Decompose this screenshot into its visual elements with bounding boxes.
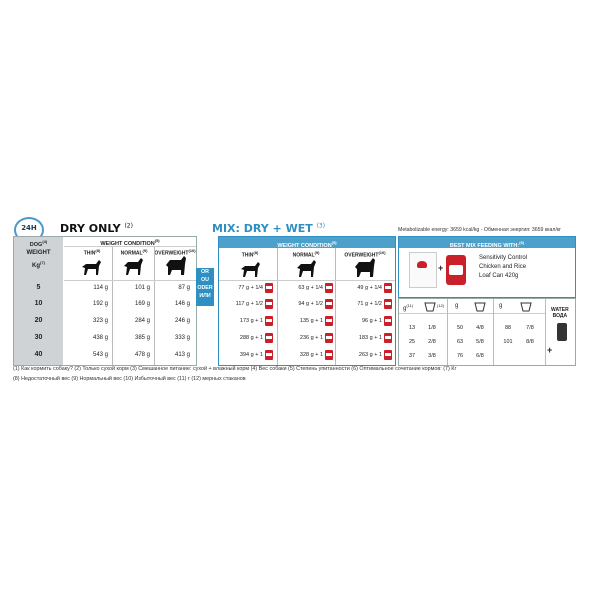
mix-weight-condition-header: WEIGHT CONDITION$^{(5)}$ (219, 237, 395, 248)
g-cell: 25 (408, 339, 416, 345)
measuring-cup-icon (473, 301, 487, 312)
dry-overweight-30: 333 g (174, 335, 190, 341)
mix-thin-20: 173 g + 1 (239, 318, 263, 324)
can-icon (325, 316, 333, 326)
measuring-cup-icon (423, 301, 437, 312)
can-icon (325, 283, 333, 293)
g-label-2: g (455, 303, 459, 309)
g-label-3: g (499, 303, 503, 309)
g-cell: 101 (503, 339, 513, 345)
dry-normal-20: 284 g (134, 318, 150, 324)
weight-condition-header: WEIGHT CONDITION$^{(5)}$ (100, 238, 160, 247)
dry-normal-30: 385 g (134, 335, 150, 341)
mix-normal-5: 63 g + 1/4 (298, 285, 323, 291)
dry-overweight-20: 246 g (174, 318, 190, 324)
g-cell: 76 (456, 353, 464, 359)
dry-thin-30: 438 g (92, 335, 108, 341)
mix-thin-dog-icon (239, 259, 261, 279)
weight-row-3: 20 (34, 317, 43, 324)
dry-overweight-40: 413 g (174, 352, 190, 358)
mix-overweight-40: 263 g + 1 (358, 352, 382, 358)
dry-only-title: DRY ONLY $^{(2)}$ (60, 222, 133, 235)
can-icon (384, 283, 392, 293)
dog-label: DOG$^{(4)}$ (29, 239, 48, 248)
footnote-line-1: (1) Как кормить собаку? (2) Только сухой корм (3) Смешанное питание: сухой + влажный корм (4) Вес собаки (5) Степень упитанности (6) Оптимальное сочетание кормов: (7) Кг (13, 366, 457, 372)
mix-normal-10: 94 g + 1/2 (298, 301, 323, 307)
best-mix-panel (398, 236, 576, 298)
mix-thin-5: 77 g + 1/4 (238, 285, 263, 291)
mix-title: MIX: DRY + WET $^{(3)}$ (212, 222, 326, 235)
can-icon (384, 299, 392, 309)
footnote-line-2: (8) Недостаточный вес (9) Нормальный вес (10) Избыточный вес (11) г (12) мерных стаканов (13, 376, 246, 382)
plus-sign: + (438, 263, 444, 273)
mix-normal-dog-icon (295, 258, 317, 279)
water-tap-icon (557, 323, 567, 341)
mix-normal-30: 236 g + 1 (299, 335, 323, 341)
mix-normal-20: 135 g + 1 (299, 318, 323, 324)
can-icon (265, 333, 273, 343)
dry-thin-5: 114 g (93, 285, 108, 291)
can-icon (265, 316, 273, 326)
dry-only-table (13, 236, 197, 366)
mix-normal-label: NORMAL$^{(9)}$ (292, 250, 320, 259)
can-icon (325, 350, 333, 360)
dry-normal-10: 169 g (134, 301, 150, 307)
dry-thin-40: 543 g (92, 352, 108, 358)
can-icon (265, 283, 273, 293)
mix-overweight-dog-icon (353, 257, 377, 279)
overweight-dog-icon (164, 255, 188, 277)
mix-normal-40: 328 g + 1 (299, 352, 323, 358)
overweight-label: OVERWEIGHT$^{(10)}$ (154, 248, 196, 257)
dry-food-bag-icon (409, 252, 437, 288)
mix-table (218, 236, 396, 366)
cup-ref: (12) (437, 303, 445, 308)
plus-sign: + (547, 345, 553, 355)
mix-overweight-label: OVERWEIGHT$^{(10)}$ (344, 250, 386, 259)
mix-overweight-30: 183 g + 1 (358, 335, 382, 341)
thin-dog-icon (80, 257, 102, 277)
g-label: $g^{(11)}$ (403, 303, 414, 312)
metabolizable-energy: Metabolizable energy: 3659 kcal/kg - Обменная энергия: 3659 ккал/кг (398, 227, 562, 233)
mix-thin-label: THIN$^{(8)}$ (241, 250, 259, 259)
mix-thin-40: 394 g + 1 (239, 352, 263, 358)
g-cell: 88 (504, 325, 512, 331)
can-icon (265, 350, 273, 360)
cup-cell: 6/8 (476, 353, 484, 359)
dry-overweight-5: 87 g (178, 285, 190, 291)
cup-cell: 8/8 (526, 339, 534, 345)
best-mix-product: Sensitivity Control Chicken and Rice Loaf Can 420g (479, 255, 528, 279)
grams-to-cups-table (398, 298, 576, 366)
time-badge: 24H (21, 224, 37, 232)
measuring-cup-icon (519, 301, 533, 312)
mix-thin-30: 288 g + 1 (239, 335, 263, 341)
can-icon (384, 333, 392, 343)
weight-row-1: 5 (36, 284, 41, 291)
mix-overweight-10: 71 g + 1/2 (357, 301, 382, 307)
g-cell: 50 (456, 325, 464, 331)
weight-label: WEIGHT Kg$^{(7)}$ (26, 250, 51, 269)
can-icon (384, 316, 392, 326)
cup-cell: 7/8 (526, 325, 534, 331)
weight-row-2: 10 (34, 300, 43, 307)
water-label: WATER ВОДА (551, 307, 569, 319)
wet-food-can-icon (446, 255, 466, 285)
dry-normal-40: 478 g (134, 352, 150, 358)
cup-cell: 2/8 (428, 339, 436, 345)
weight-row-4: 30 (34, 334, 43, 341)
weight-row-5: 40 (34, 351, 43, 358)
best-mix-header: BEST MIX FEEDING WITH:$^{(6)}$ (399, 237, 575, 248)
g-cell: 37 (408, 353, 416, 359)
mix-overweight-5: 49 g + 1/4 (357, 285, 382, 291)
thin-label: THIN$^{(8)}$ (83, 248, 101, 257)
can-icon (325, 333, 333, 343)
dry-normal-5: 101 g (134, 285, 150, 291)
or-ribbon: OR OU ODER ИЛИ (196, 268, 214, 306)
can-icon (265, 299, 273, 309)
cup-cell: 1/8 (428, 325, 436, 331)
dry-thin-10: 192 g (92, 301, 108, 307)
can-icon (384, 350, 392, 360)
g-cell: 13 (408, 325, 416, 331)
weight-column (14, 237, 63, 365)
g-cell: 63 (456, 339, 464, 345)
normal-label: NORMAL$^{(9)}$ (120, 248, 148, 257)
cup-cell: 3/8 (428, 353, 436, 359)
can-icon (325, 299, 333, 309)
dry-thin-20: 323 g (92, 318, 108, 324)
cup-cell: 4/8 (476, 325, 484, 331)
normal-dog-icon (122, 256, 144, 277)
cup-cell: 5/8 (476, 339, 484, 345)
mix-overweight-20: 96 g + 1 (361, 318, 382, 324)
dry-overweight-10: 146 g (174, 301, 190, 307)
mix-thin-10: 117 g + 1/2 (235, 301, 263, 307)
